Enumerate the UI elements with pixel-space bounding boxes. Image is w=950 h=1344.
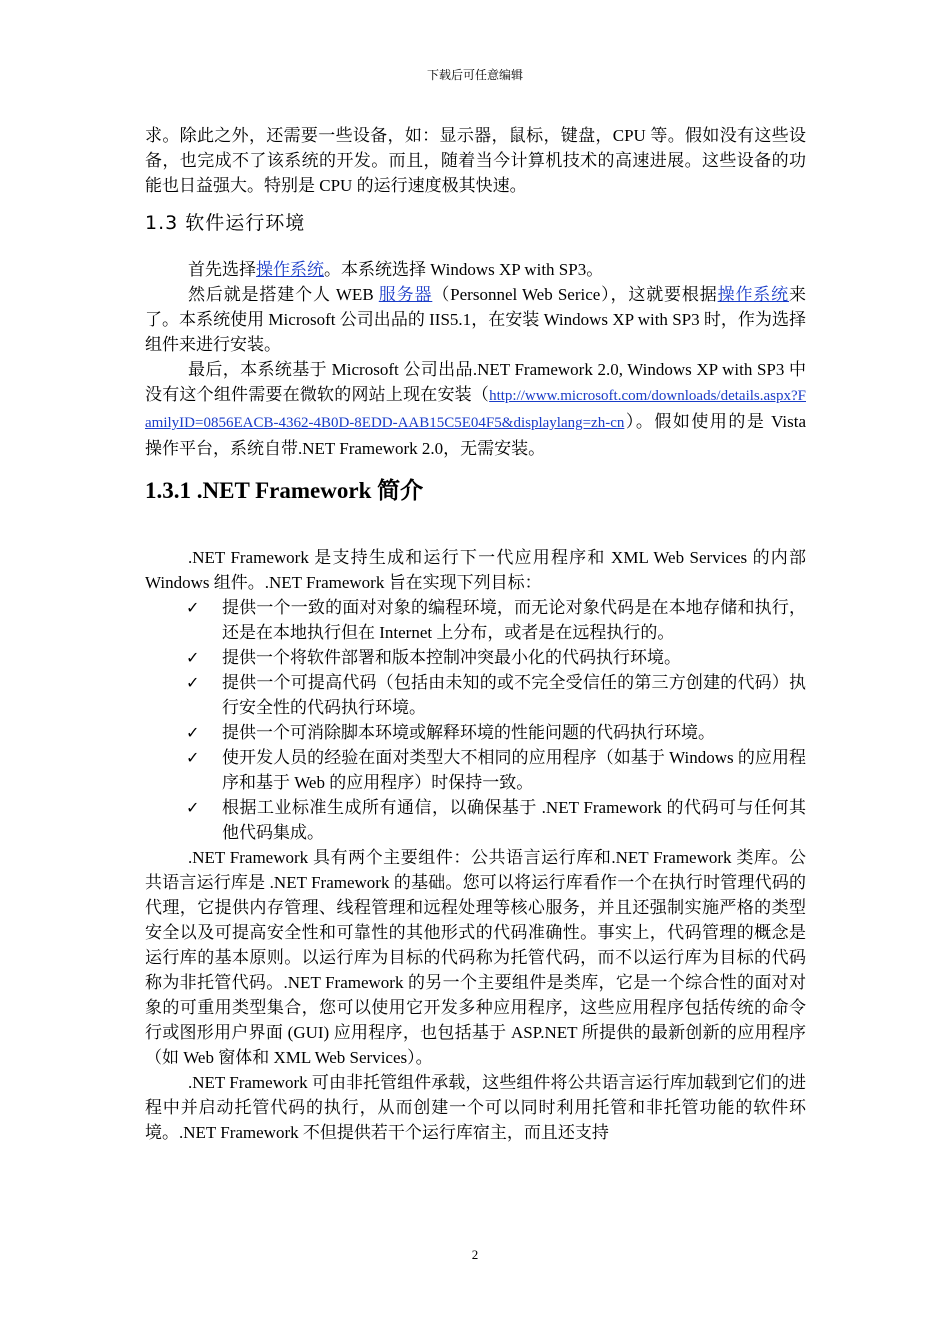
page-number: 2 bbox=[471, 1247, 479, 1262]
os-paragraph: 首先选择操作系统。本系统选择 Windows XP with SP3。 bbox=[188, 260, 604, 279]
goals-list bbox=[145, 595, 806, 845]
list-item: ✓ 使开发人员的经验在面对类型大不相同的应用程序（如基于 Windows 的应用程序和基于 Web 的应用程序）时保持一致。 bbox=[145, 745, 806, 795]
check-icon: ✓ bbox=[186, 748, 200, 767]
list-item: ✓ 提供一个将软件部署和版本控制冲突最小化的代码执行环境。 bbox=[145, 645, 806, 670]
section-heading-1-3: 1.3 软件运行环境 bbox=[145, 212, 306, 234]
hosting-paragraph: .NET Framework 可由非托管组件承载，这些组件将公共语言运行库加载到它们的进程中并启动托管代码的执行，从而创建一个可以同时利用托管和非托管功能的软件环境。.NET Framework 不但提供若干个运行库宿主，而且还支持 bbox=[145, 1073, 806, 1142]
check-icon: ✓ bbox=[186, 598, 200, 617]
check-icon: ✓ bbox=[186, 798, 200, 817]
download-url-link[interactable]: http://www.microsoft.com/downloads/details.aspx?FamilyID=0856EACB-4362-4B0D-8EDD-AAB15C5E04F5&displaylang=zh-cn bbox=[145, 388, 806, 431]
list-item: ✓ 根据工业标准生成所有通信，以确保基于 .NET Framework 的代码可与任何其他代码集成。 bbox=[145, 795, 806, 845]
page-header: 下载后可任意编辑 bbox=[426, 68, 523, 82]
os-link[interactable]: 操作系统 bbox=[256, 260, 324, 279]
web-server-paragraph: 然后就是搭建个人 WEB 服务器（Personnel Web Serice），这就要根据操作系统来了。本系统使用 Microsoft 公司出品的 IIS5.1，在安装 Windows XP with SP3 时，作为选择组件来进行安装。 bbox=[145, 285, 806, 354]
framework-paragraph: 最后，本系统基于 Microsoft 公司出品.NET Framework 2.0, Windows XP with SP3 中没有这个组件需要在微软的网站上现在安装（http://www.microsoft.com/downloads/details.aspx?FamilyID=0856EACB-4362-4B0D-8EDD-AAB15C5E04F5&displaylang=zh-cn）。假如使用的是 Vista 操作平台，系统自带.NET Framework 2.0，无需安装。 bbox=[145, 360, 806, 458]
check-icon: ✓ bbox=[186, 648, 200, 667]
list-item: ✓ 提供一个一致的面对对象的编程环境，而无论对象代码是在本地存储和执行，还是在本地执行但在 Internet 上分布，或者是在远程执行的。 bbox=[145, 595, 806, 645]
check-icon: ✓ bbox=[186, 723, 200, 742]
list-item: ✓ 提供一个可提高代码（包括由未知的或不完全受信任的第三方创建的代码）执行安全性的代码执行环境。 bbox=[145, 670, 806, 720]
os-link-2[interactable]: 操作系统 bbox=[717, 285, 789, 304]
net-intro-paragraph: .NET Framework 是支持生成和运行下一代应用程序和 XML Web Services 的内部 Windows 组件。.NET Framework 旨在实现下列目标： bbox=[145, 548, 806, 592]
intro-paragraph: 求。除此之外，还需要一些设备，如：显示器，鼠标，键盘，CPU 等。假如没有这些设备，也完成不了该系统的开发。而且，随着当今计算机技术的高速进展。这些设备的功能也日益强大。特别是 CPU 的运行速度极其快速。 bbox=[145, 126, 806, 195]
server-link[interactable]: 服务器 bbox=[378, 285, 433, 304]
check-icon: ✓ bbox=[186, 673, 200, 692]
components-paragraph: .NET Framework 具有两个主要组件：公共语言运行库和.NET Framework 类库。公共语言运行库是 .NET Framework 的基础。您可以将运行库看作一个在执行时管理代码的代理，它提供内存管理、线程管理和远程处理等核心服务，并且还强制实施严格的类型安全以及可提高安全性和可靠性的其他形式的代码准确性。事实上，代码管理的概念是运行库的基本原则。以运行库为目标的代码称为托管代码，而不以运行库为目标的代码称为非托管代码。.NET Framework 的另一个主要组件是类库，它是一个综合性的面对对象的可重用类型集合，您可以使用它开发多种应用程序，这些应用程序包括传统的命令行或图形用户界面 (GUI) 应用程序，也包括基于 ASP.NET 所提供的最新创新的应用程序（如 Web 窗体和 XML Web Services）。 bbox=[145, 848, 806, 1067]
section-heading-1-3-1: 1.3.1 .NET Framework 简介 bbox=[145, 478, 424, 503]
document-body bbox=[145, 123, 806, 1145]
list-item: ✓ 提供一个可消除脚本环境或解释环境的性能问题的代码执行环境。 bbox=[145, 720, 806, 745]
